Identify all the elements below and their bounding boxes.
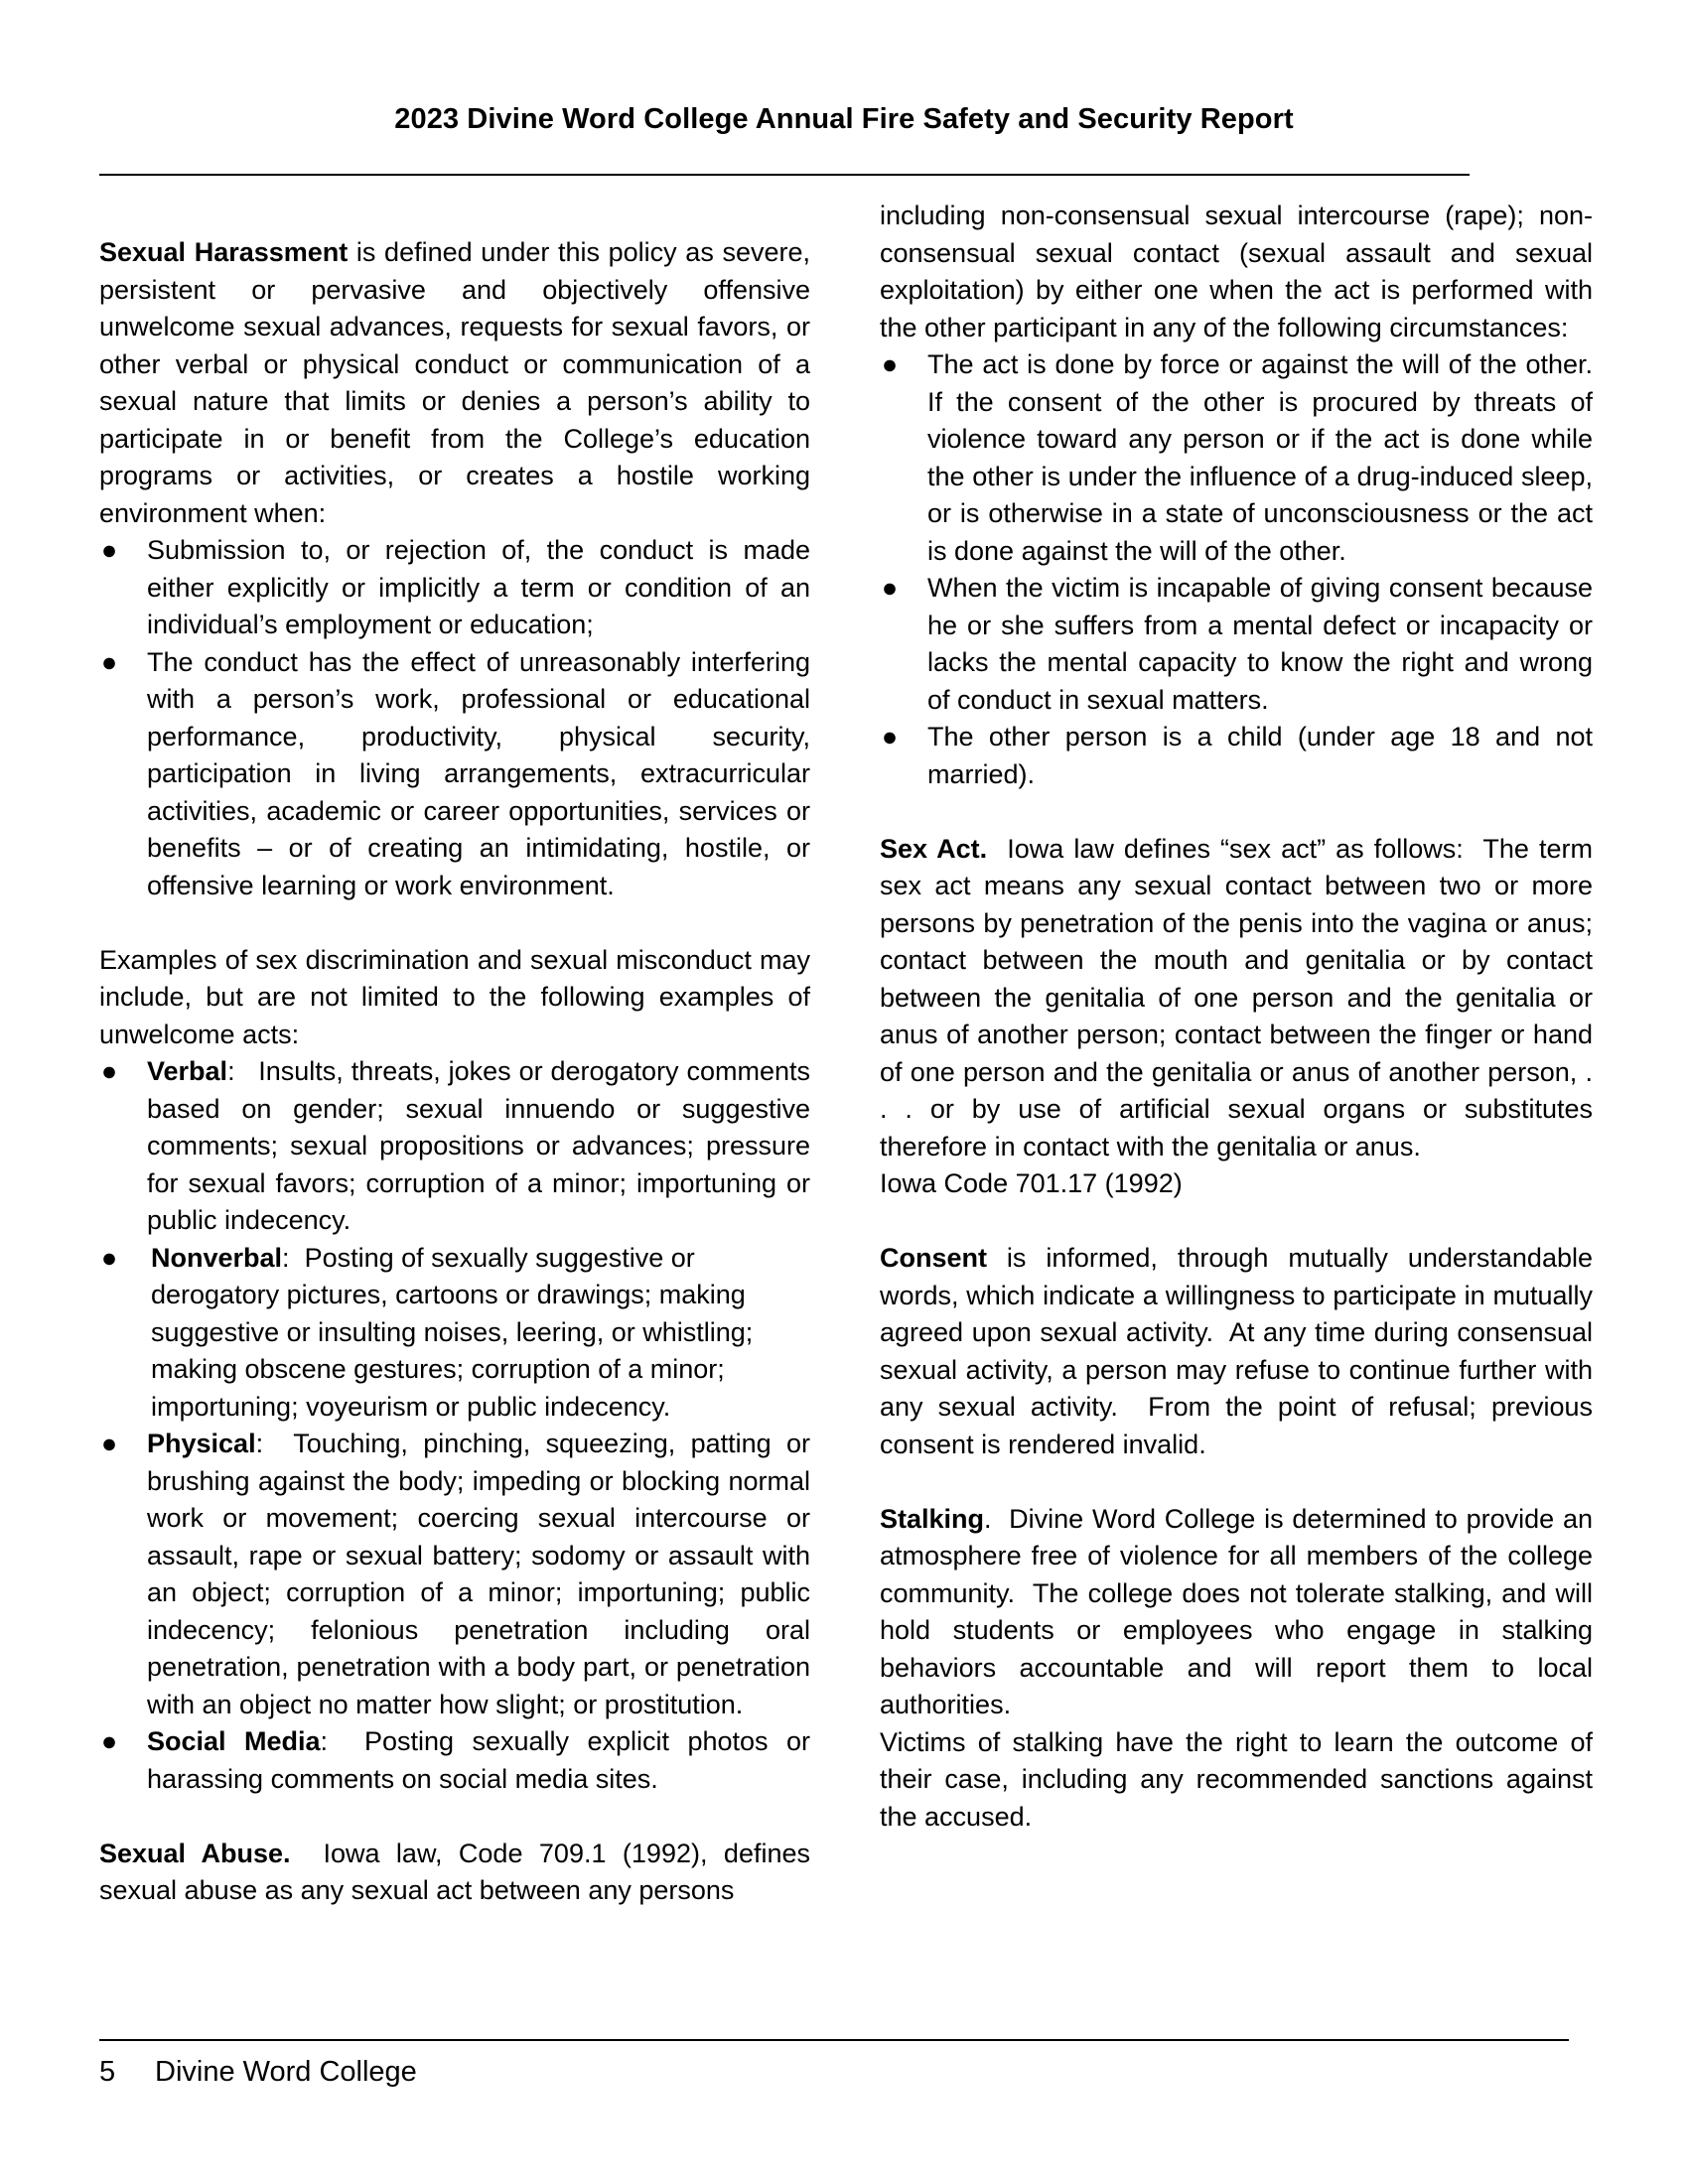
- bullet-icon: ●: [100, 1056, 118, 1086]
- examples-intro: Examples of sex discrimination and sexual misconduct may include, but are not limited to the following examples of unwelcome acts:: [99, 944, 810, 1049]
- sex-act-definition: [880, 831, 1601, 1166]
- example-term: Physical: [147, 1429, 256, 1458]
- footer-rule: [99, 2039, 1569, 2041]
- list-item: ● The act is done by force or against the will of the other. If the consent of the other is procured by threats of violence toward any person or if the act is done while the other is under the influence of a drug-induced sleep, or is otherwise in a state of unconsciousness or the act is done against the will of the other.: [880, 346, 1593, 570]
- right-column: [880, 198, 1609, 1836]
- bullet-icon: ●: [100, 646, 118, 677]
- harassment-conditions-list: [99, 532, 810, 904]
- examples-list: [99, 1053, 810, 1798]
- sex-act-term: Sex Act.: [880, 833, 988, 864]
- example-text: Posting sexually explicit photos or harassing comments on social media sites.: [147, 1726, 810, 1794]
- stalking-text: . Divine Word College is determined to provide an atmosphere free of violence for all members of the college community. The college does not tolerate stalking, and will hold students or employees who engage in stalking behaviors accountable and will report them to local authorities.: [880, 1503, 1601, 1719]
- example-term: Verbal: [147, 1056, 228, 1086]
- example-term: Social Media: [147, 1726, 321, 1756]
- list-item: ● Nonverbal: Posting of sexually suggestive or derogatory pictures, cartoons or drawings; making suggestive or insulting noises, leering, or whistling; making obscene gestures; corruption of a minor; importuning; voyeurism or public indecency.: [99, 1240, 810, 1427]
- left-column: [99, 234, 818, 1910]
- example-text: Touching, pinching, squeezing, patting or brushing against the body; impeding or blocking normal work or movement; coercing sexual intercourse or assault, rape or sexual battery; sodomy or assault with an object; corruption of a minor; importuning; public indecency; felonious penetration including oral penetration, penetration with a body part, or penetration with an object no matter how slight; or prostitution.: [147, 1429, 810, 1719]
- bullet-icon: ●: [881, 722, 899, 751]
- list-item: ● Verbal: Insults, threats, jokes or derogatory comments based on gender; sexual innuendo or suggestive comments; sexual propositions or advances; pressure for sexual favors; corruption of a minor; importuning or public indecency.: [99, 1053, 810, 1240]
- stalking-definition: [880, 1501, 1601, 1724]
- sex-act-citation: Iowa Code 701.17 (1992): [880, 1168, 1183, 1198]
- list-item: ● The conduct has the effect of unreasonably interfering with a person’s work, professional or educational performance, productivity, physical security, participation in living arrangements, extracurricular activities, academic or career opportunities, services or benefits – or of creating an intimidating, hostile, or offensive learning or work environment.: [99, 644, 810, 905]
- page-number: 5: [99, 2056, 116, 2088]
- consent-definition: [880, 1240, 1601, 1463]
- sexual-abuse-definition: [99, 1836, 818, 1910]
- list-item: ● Social Media: Posting sexually explicit photos or harassing comments on social media sites.: [99, 1723, 810, 1798]
- sexual-abuse-continued: including non-consensual sexual intercourse (rape); non-consensual sexual contact (sexual assault and sexual exploitation) by either one when the act is performed with the other participant in any of the following circumstances:: [880, 201, 1593, 342]
- bullet-icon: ●: [100, 535, 118, 565]
- list-item: ● When the victim is incapable of giving consent because he or she suffers from a mental defect or incapacity or lacks the mental capacity to know the right and wrong of conduct in sexual matters.: [880, 570, 1593, 719]
- footer-label: Divine Word College: [155, 2056, 417, 2088]
- consent-term: Consent: [880, 1243, 987, 1273]
- sexual-harassment-term: Sexual Harassment: [99, 237, 349, 267]
- bullet-icon: ●: [881, 349, 899, 379]
- sex-act-text: Iowa law defines “sex act” as follows: The term sex act means any sexual contact between two or more persons by penetration of the penis into the vagina or anus; contact between the mouth and genitalia or by contact between the genitalia of one person and the genitalia or anus of another person; contact between the finger or hand of one person and the genitalia or anus of another person, . . . or by use of artificial sexual organs or substitutes therefore in contact with the genitalia or anus.: [880, 833, 1601, 1161]
- abuse-circumstances-list: [880, 346, 1609, 793]
- list-item: ● The other person is a child (under age 18 and not married).: [880, 719, 1593, 793]
- bullet-icon: ●: [100, 1429, 118, 1458]
- stalking-victims-rights: Victims of stalking have the right to learn the outcome of their case, including any recommended sanctions against the accused.: [880, 1726, 1593, 1832]
- report-title: 2023 Divine Word College Annual Fire Safety and Security Report: [394, 103, 1294, 135]
- bullet-icon: ●: [881, 573, 899, 603]
- page-footer: [99, 2052, 417, 2092]
- bullet-icon: ●: [100, 1242, 118, 1273]
- consent-text: is informed, through mutually understandable words, which indicate a willingness to participate in mutually agreed upon sexual activity. At any time during consensual sexual activity, a person may refuse to continue further with any sexual activity. From the point of refusal; previous consent is rendered invalid.: [880, 1243, 1601, 1459]
- example-text: Posting of sexually suggestive or derogatory pictures, cartoons or drawings; making suggestive or insulting noises, leering, or whistling; making obscene gestures; corruption of a minor; importuning; voyeurism or public indecency.: [151, 1242, 754, 1422]
- example-term: Nonverbal: [151, 1242, 283, 1273]
- sexual-harassment-definition: [99, 234, 810, 532]
- example-text: Insults, threats, jokes or derogatory comments based on gender; sexual innuendo or suggestive comments; sexual propositions or advances; pressure for sexual favors; corruption of a minor; importuning or public indecency.: [147, 1056, 810, 1235]
- sexual-abuse-text: Iowa law, Code 709.1 (1992), defines sexual abuse as any sexual act between any persons: [99, 1838, 818, 1905]
- stalking-term: Stalking: [880, 1503, 985, 1534]
- bullet-icon: ●: [100, 1726, 118, 1756]
- sexual-abuse-term: Sexual Abuse.: [99, 1838, 291, 1868]
- header-rule: [99, 174, 1470, 176]
- list-item: ● Submission to, or rejection of, the conduct is made either explicitly or implicitly a term or condition of an individual’s employment or education;: [99, 532, 810, 644]
- sexual-harassment-text: is defined under this policy as severe, persistent or pervasive and objectively offensive unwelcome sexual advances, requests for sexual favors, or other verbal or physical conduct or communication of a sexual nature that limits or denies a person’s ability to participate in or benefit from the College’s education programs or activities, or creates a hostile working environment when:: [99, 237, 810, 528]
- list-item: ● Physical: Touching, pinching, squeezing, patting or brushing against the body; impeding or blocking normal work or movement; coercing sexual intercourse or assault, rape or sexual battery; sodomy or assault with an object; corruption of a minor; importuning; public indecency; felonious penetration including oral penetration, penetration with a body part, or penetration with an object no matter how slight; or prostitution.: [99, 1426, 810, 1723]
